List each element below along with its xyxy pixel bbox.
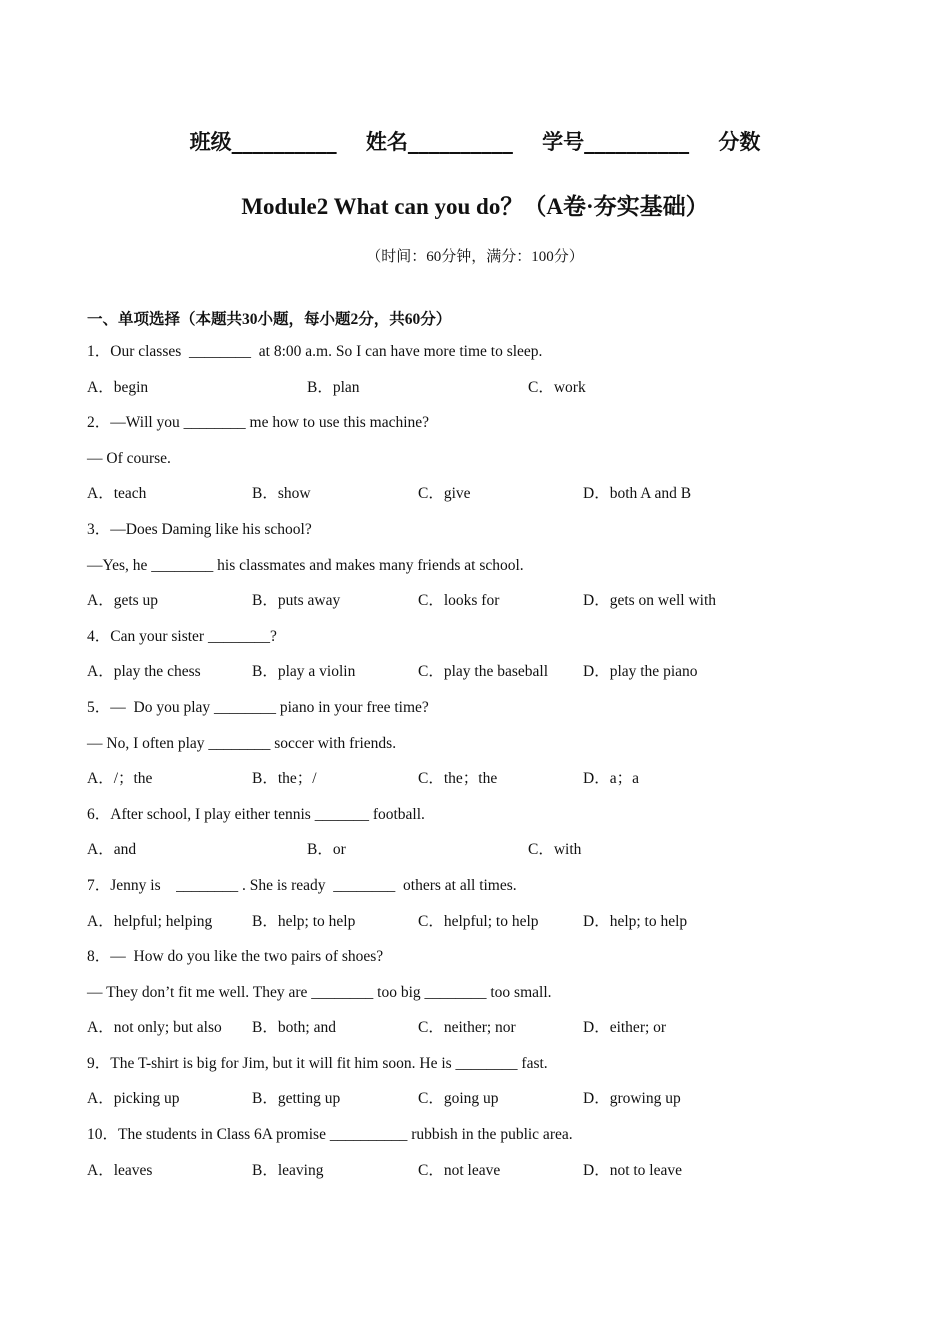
section-heading: 一、单项选择（本题共30小题，每小题2分，共60分） [87,311,452,328]
question-options-row [87,591,867,627]
question-options-row [87,912,867,948]
answer-option-b: B．help; to help [252,912,356,930]
question-options-row [87,769,867,805]
answer-option-a: A．teach [87,485,147,503]
answer-option-d: D．growing up [583,1090,681,1108]
answer-option-b: B．puts away [252,592,341,610]
answer-option-b: B．getting up [252,1090,341,1108]
answer-option-b: B．leaving [252,1161,324,1179]
question-stem: 6．After school, I play either tennis _______ football. [87,805,425,823]
question-dialogue-line: —Yes, he ________ his classmates and makes many friends at school. [87,556,524,574]
question-stem: 10．The students in Class 6A promise __________ rubbish in the public area. [87,1126,573,1144]
exam-time-and-score: （时间：60分钟，满分：100分） [366,249,584,265]
answer-option-d: D．gets on well with [583,592,717,610]
answer-option-d: D．play the piano [583,663,698,681]
answer-option-b: B．or [307,841,346,859]
answer-option-a: A．not only; but also [87,1019,222,1037]
answer-option-a: A．picking up [87,1090,180,1108]
page-title: Module2 What can you do？（A卷·夯实基础） [241,194,709,219]
answer-option-a: A．begin [87,378,149,396]
answer-option-c: C．going up [418,1090,499,1108]
question-options-row [87,378,867,414]
question-options-row [87,840,867,876]
answer-option-a: A．leaves [87,1161,153,1179]
question-stem: 1．Our classes ________ at 8:00 a.m. So I can have more time to sleep. [87,343,543,360]
answer-option-c: C．with [528,841,582,859]
answer-option-c: C．helpful; to help [418,912,539,930]
question-stem: 8．— How do you like the two pairs of shoes? [87,948,384,966]
answer-option-c: C．the；the [418,770,498,788]
question-stem: 2．—Will you ________ me how to use this machine? [87,414,430,432]
question-options-row [87,662,867,698]
answer-option-d: D．help; to help [583,912,688,930]
question-list [87,342,867,1196]
answer-option-a: A．gets up [87,592,159,610]
answer-option-c: C．neither; nor [418,1019,516,1037]
question-stem: 3．—Does Daming like his school? [87,520,312,538]
question-options-row [87,1161,867,1197]
answer-option-c: C．give [418,485,471,503]
question-dialogue-line: — They don’t fit me well. They are ________ too big ________ too small. [87,983,552,1001]
answer-option-a: A．/；the [87,770,153,788]
student-info-line: 班级__________ 姓名__________ 学号__________ 分数 [189,130,761,154]
answer-option-a: A．and [87,841,137,859]
question-options-row [87,484,867,520]
answer-option-c: C．looks for [418,592,500,610]
question-stem: 5．— Do you play ________ piano in your free time? [87,698,429,716]
question-stem: 9．The T-shirt is big for Jim, but it will fit him soon. He is ________ fast. [87,1054,548,1072]
answer-option-c: C．play the baseball [418,663,548,681]
answer-option-c: C．not leave [418,1161,501,1179]
question-dialogue-line: — Of course. [87,449,171,467]
question-options-row [87,1018,867,1054]
answer-option-b: B．show [252,485,311,503]
question-stem: 7．Jenny is ________ . She is ready ________ others at all times. [87,876,517,894]
answer-option-d: D．not to leave [583,1161,683,1179]
answer-option-b: B．both; and [252,1019,336,1037]
answer-option-d: D．a；a [583,770,639,788]
answer-option-a: A．play the chess [87,663,201,681]
answer-option-b: B．plan [307,378,360,396]
question-stem: 4．Can your sister ________? [87,627,277,645]
question-options-row [87,1089,867,1125]
question-dialogue-line: — No, I often play ________ soccer with friends. [87,734,397,752]
answer-option-d: D．both A and B [583,485,692,503]
answer-option-d: D．either; or [583,1019,667,1037]
answer-option-b: B．play a violin [252,663,356,681]
answer-option-b: B．the；/ [252,770,317,788]
answer-option-a: A．helpful; helping [87,912,213,930]
answer-option-c: C．work [528,378,586,396]
